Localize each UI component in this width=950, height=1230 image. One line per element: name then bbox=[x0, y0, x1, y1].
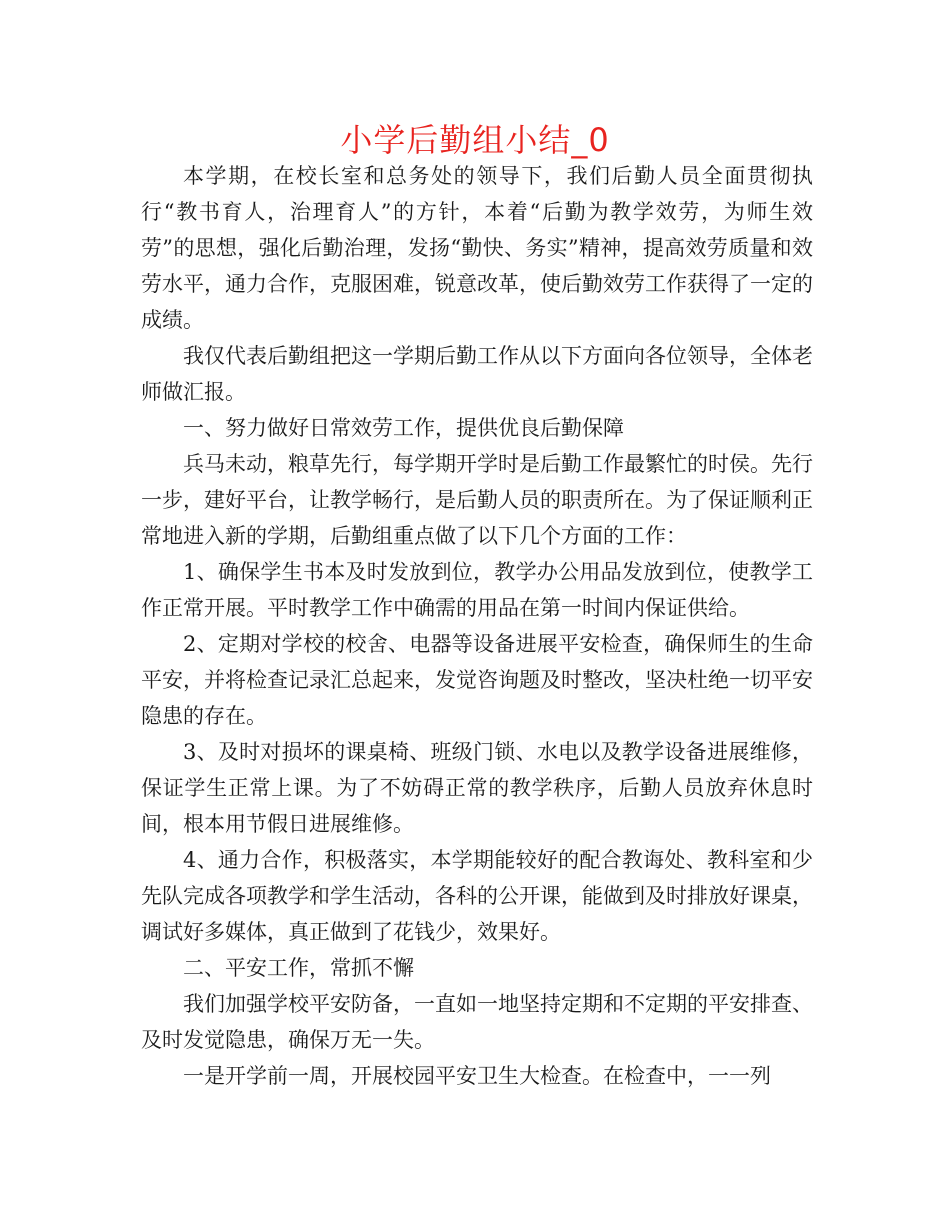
section-heading: 一、努力做好日常效劳工作，提供优良后勤保障 bbox=[183, 416, 624, 440]
list-item: 4、通力合作，积极落实，本学期能较好的配合教诲处、教科室和少先队完成各项教学和学生活动，各科的公开课，能做到及时排放好课桌，调试好多媒体，真正做到了花钱少，效果好。 bbox=[141, 848, 813, 944]
document-title: 小学后勤组小结_0 bbox=[340, 121, 610, 159]
document-body bbox=[141, 158, 813, 1094]
paragraph: 兵马未动，粮草先行，每学期开学时是后勤工作最繁忙的时侯。先行一步，建好平台，让教学畅行，是后勤人员的职责所在。为了保证顺利正常地进入新的学期，后勤组重点做了以下几个方面的工作： bbox=[141, 452, 813, 548]
paragraph: 一是开学前一周，开展校园平安卫生大检查。在检查中，一一列 bbox=[183, 1064, 771, 1088]
section-heading: 二、平安工作，常抓不懈 bbox=[183, 956, 414, 980]
paragraph: 我们加强学校平安防备，一直如一地坚持定期和不定期的平安排查、及时发觉隐患，确保万无一失。 bbox=[141, 992, 813, 1052]
list-item: 2、定期对学校的校舍、电器等设备进展平安检查，确保师生的生命平安，并将检查记录汇总起来，发觉咨询题及时整改，坚决杜绝一切平安隐患的存在。 bbox=[141, 632, 813, 728]
list-item: 3、及时对损坏的课桌椅、班级门锁、水电以及教学设备进展维修，保证学生正常上课。为了不妨碍正常的教学秩序，后勤人员放弃休息时间，根本用节假日进展维修。 bbox=[141, 740, 813, 836]
paragraph: 我仅代表后勤组把这一学期后勤工作从以下方面向各位领导，全体老师做汇报。 bbox=[141, 344, 813, 404]
list-item: 1、确保学生书本及时发放到位，教学办公用品发放到位，使教学工作正常开展。平时教学工作中确需的用品在第一时间内保证供给。 bbox=[141, 560, 813, 620]
paragraph: 本学期，在校长室和总务处的领导下，我们后勤人员全面贯彻执行“教书育人，治理育人”的方针，本着“后勤为教学效劳，为师生效劳”的思想，强化后勤治理，发扬“勤快、务实”精神，提高效劳质量和效劳水平，通力合作，克服困难，锐意改革，使后勤效劳工作获得了一定的成绩。 bbox=[141, 164, 813, 332]
